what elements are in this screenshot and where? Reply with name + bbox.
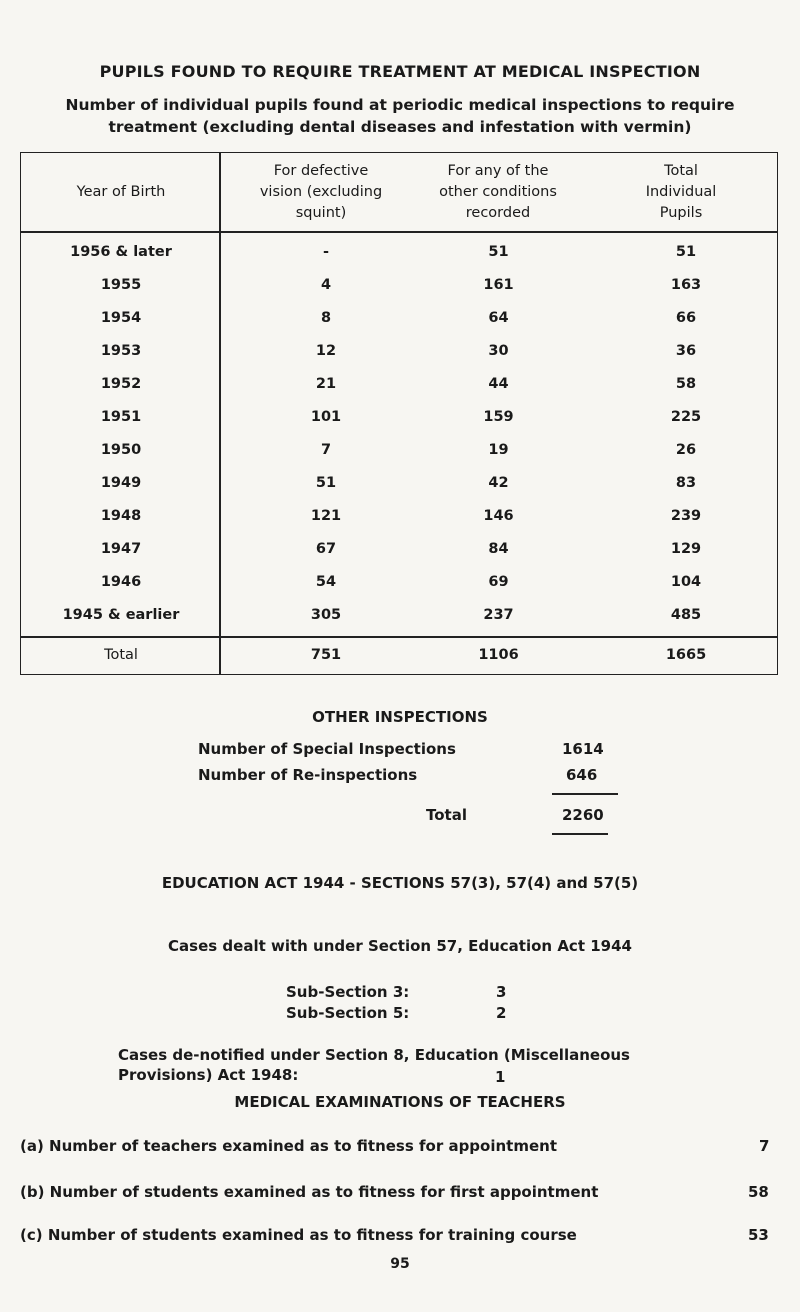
table-total-row bbox=[21, 639, 777, 671]
cell-other: 42 bbox=[488, 475, 509, 491]
table-row bbox=[21, 467, 777, 499]
cell-vision: 12 bbox=[315, 343, 337, 359]
header-year-of-birth: Year of Birth bbox=[76, 183, 166, 200]
cell-year: 1949 bbox=[100, 475, 142, 491]
cell-total: 51 bbox=[675, 244, 697, 260]
cell-year: 1948 bbox=[100, 508, 142, 524]
education-act-heading: EDUCATION ACT 1944 - SECTIONS 57(3), 57(4) and 57(5) bbox=[161, 874, 639, 892]
cell-other: 161 bbox=[483, 277, 514, 293]
cell-vision: 305 bbox=[310, 607, 342, 623]
table-row bbox=[21, 566, 777, 598]
header-defective-vision bbox=[221, 153, 421, 231]
cell-other: 44 bbox=[488, 376, 509, 392]
cell-vision: 7 bbox=[320, 442, 332, 458]
cell-year: 1951 bbox=[100, 409, 142, 425]
table-row bbox=[21, 500, 777, 532]
cell-total-label: Total bbox=[104, 647, 138, 663]
header-other-conditions bbox=[413, 153, 583, 231]
table-row bbox=[21, 533, 777, 565]
cell-other: 69 bbox=[488, 574, 509, 590]
header-total-pupils bbox=[581, 153, 781, 231]
total-divider bbox=[21, 636, 777, 638]
denotified-line-2: Provisions) Act 1948: bbox=[118, 1066, 299, 1084]
teachers-item-b-label: (b) Number of students examined as to fitness for first appointment bbox=[20, 1183, 599, 1201]
subtitle-line-1: Number of individual pupils found at periodic medical inspections to require bbox=[65, 96, 735, 114]
section-57-cases: Cases dealt with under Section 57, Education Act 1944 bbox=[168, 937, 632, 955]
header-line: Pupils bbox=[659, 204, 703, 221]
sub-section-3-value: 3 bbox=[496, 983, 507, 1001]
table-row bbox=[21, 236, 777, 268]
cell-year: 1953 bbox=[100, 343, 142, 359]
teachers-item-c-label: (c) Number of students examined as to fitness for training course bbox=[20, 1226, 577, 1244]
cell-total: 129 bbox=[670, 541, 702, 557]
header-line: vision (excluding bbox=[259, 183, 383, 200]
reinspections-value: 646 bbox=[566, 766, 598, 784]
header-line: For defective bbox=[273, 162, 369, 179]
sub-section-5-label: Sub-Section 5: bbox=[286, 1004, 410, 1022]
cell-other: 84 bbox=[488, 541, 509, 557]
header-line: Total bbox=[664, 162, 698, 179]
cell-total: 104 bbox=[670, 574, 702, 590]
header-line: recorded bbox=[465, 204, 531, 221]
cell-other: 146 bbox=[483, 508, 514, 524]
teachers-item-a-label: (a) Number of teachers examined as to fitness for appointment bbox=[20, 1137, 557, 1155]
cell-total-other: 1106 bbox=[478, 647, 519, 663]
cell-vision: 121 bbox=[310, 508, 342, 524]
teachers-item-a-value: 7 bbox=[759, 1137, 770, 1155]
special-inspections-label: Number of Special Inspections bbox=[198, 740, 456, 758]
cell-other: 51 bbox=[488, 244, 509, 260]
cell-total: 58 bbox=[675, 376, 697, 392]
cell-other: 64 bbox=[488, 310, 509, 326]
other-inspections-heading: OTHER INSPECTIONS bbox=[312, 708, 488, 726]
total-rule bbox=[552, 833, 608, 835]
page-subtitle bbox=[0, 94, 800, 138]
cell-vision: 51 bbox=[315, 475, 337, 491]
cell-vision: 54 bbox=[315, 574, 337, 590]
cell-year: 1947 bbox=[100, 541, 142, 557]
cell-total: 163 bbox=[670, 277, 702, 293]
treatment-table bbox=[20, 152, 778, 675]
header-line: For any of the bbox=[447, 162, 549, 179]
subtitle-line-2: treatment (excluding dental diseases and infestation with vermin) bbox=[108, 118, 692, 136]
cell-year: 1945 & earlier bbox=[62, 607, 180, 623]
denotified-value: 1 bbox=[495, 1068, 506, 1086]
header-line: other conditions bbox=[439, 183, 557, 200]
cell-total: 485 bbox=[670, 607, 702, 623]
table-row bbox=[21, 401, 777, 433]
cell-year: 1952 bbox=[100, 376, 142, 392]
cell-year: 1946 bbox=[100, 574, 142, 590]
table-row bbox=[21, 335, 777, 367]
cell-total: 36 bbox=[675, 343, 697, 359]
denotified-line-1: Cases de-notified under Section 8, Education (Miscellaneous bbox=[118, 1046, 630, 1064]
cell-vision: - bbox=[322, 244, 330, 260]
header-line: squint) bbox=[295, 204, 347, 221]
cell-total: 239 bbox=[670, 508, 702, 524]
cell-vision: 67 bbox=[315, 541, 337, 557]
cell-total: 66 bbox=[675, 310, 697, 326]
cell-other: 19 bbox=[488, 442, 509, 458]
cell-year: 1950 bbox=[100, 442, 142, 458]
page-title: PUPILS FOUND TO REQUIRE TREATMENT AT MEDICAL INSPECTION bbox=[99, 62, 701, 81]
sub-section-3-label: Sub-Section 3: bbox=[286, 983, 410, 1001]
teachers-item-b-value: 58 bbox=[748, 1183, 769, 1201]
cell-year: 1954 bbox=[100, 310, 142, 326]
inspections-total-value: 2260 bbox=[562, 806, 604, 824]
cell-other: 159 bbox=[483, 409, 514, 425]
cell-total-total: 1665 bbox=[665, 647, 707, 663]
special-inspections-value: 1614 bbox=[562, 740, 604, 758]
cell-other: 237 bbox=[483, 607, 514, 623]
cell-total: 83 bbox=[675, 475, 697, 491]
cell-year: 1956 & later bbox=[70, 244, 172, 260]
cell-total-vision: 751 bbox=[310, 647, 342, 663]
cell-vision: 101 bbox=[310, 409, 342, 425]
sub-section-5-value: 2 bbox=[496, 1004, 507, 1022]
cell-vision: 8 bbox=[320, 310, 332, 326]
sum-rule bbox=[552, 793, 618, 795]
cell-total: 26 bbox=[675, 442, 697, 458]
teachers-item-c-value: 53 bbox=[748, 1226, 769, 1244]
cell-vision: 4 bbox=[320, 277, 332, 293]
reinspections-label: Number of Re-inspections bbox=[198, 766, 418, 784]
cell-other: 30 bbox=[488, 343, 509, 359]
table-row bbox=[21, 599, 777, 631]
header-line: Individual bbox=[645, 183, 717, 200]
table-row bbox=[21, 269, 777, 301]
inspections-total-label: Total bbox=[426, 806, 467, 824]
cell-year: 1955 bbox=[100, 277, 142, 293]
table-row bbox=[21, 302, 777, 334]
table-row bbox=[21, 434, 777, 466]
page-number: 95 bbox=[390, 1256, 410, 1272]
cell-total: 225 bbox=[670, 409, 702, 425]
table-row bbox=[21, 368, 777, 400]
teachers-heading: MEDICAL EXAMINATIONS OF TEACHERS bbox=[234, 1093, 566, 1111]
header-divider bbox=[21, 231, 777, 233]
cell-vision: 21 bbox=[315, 376, 337, 392]
